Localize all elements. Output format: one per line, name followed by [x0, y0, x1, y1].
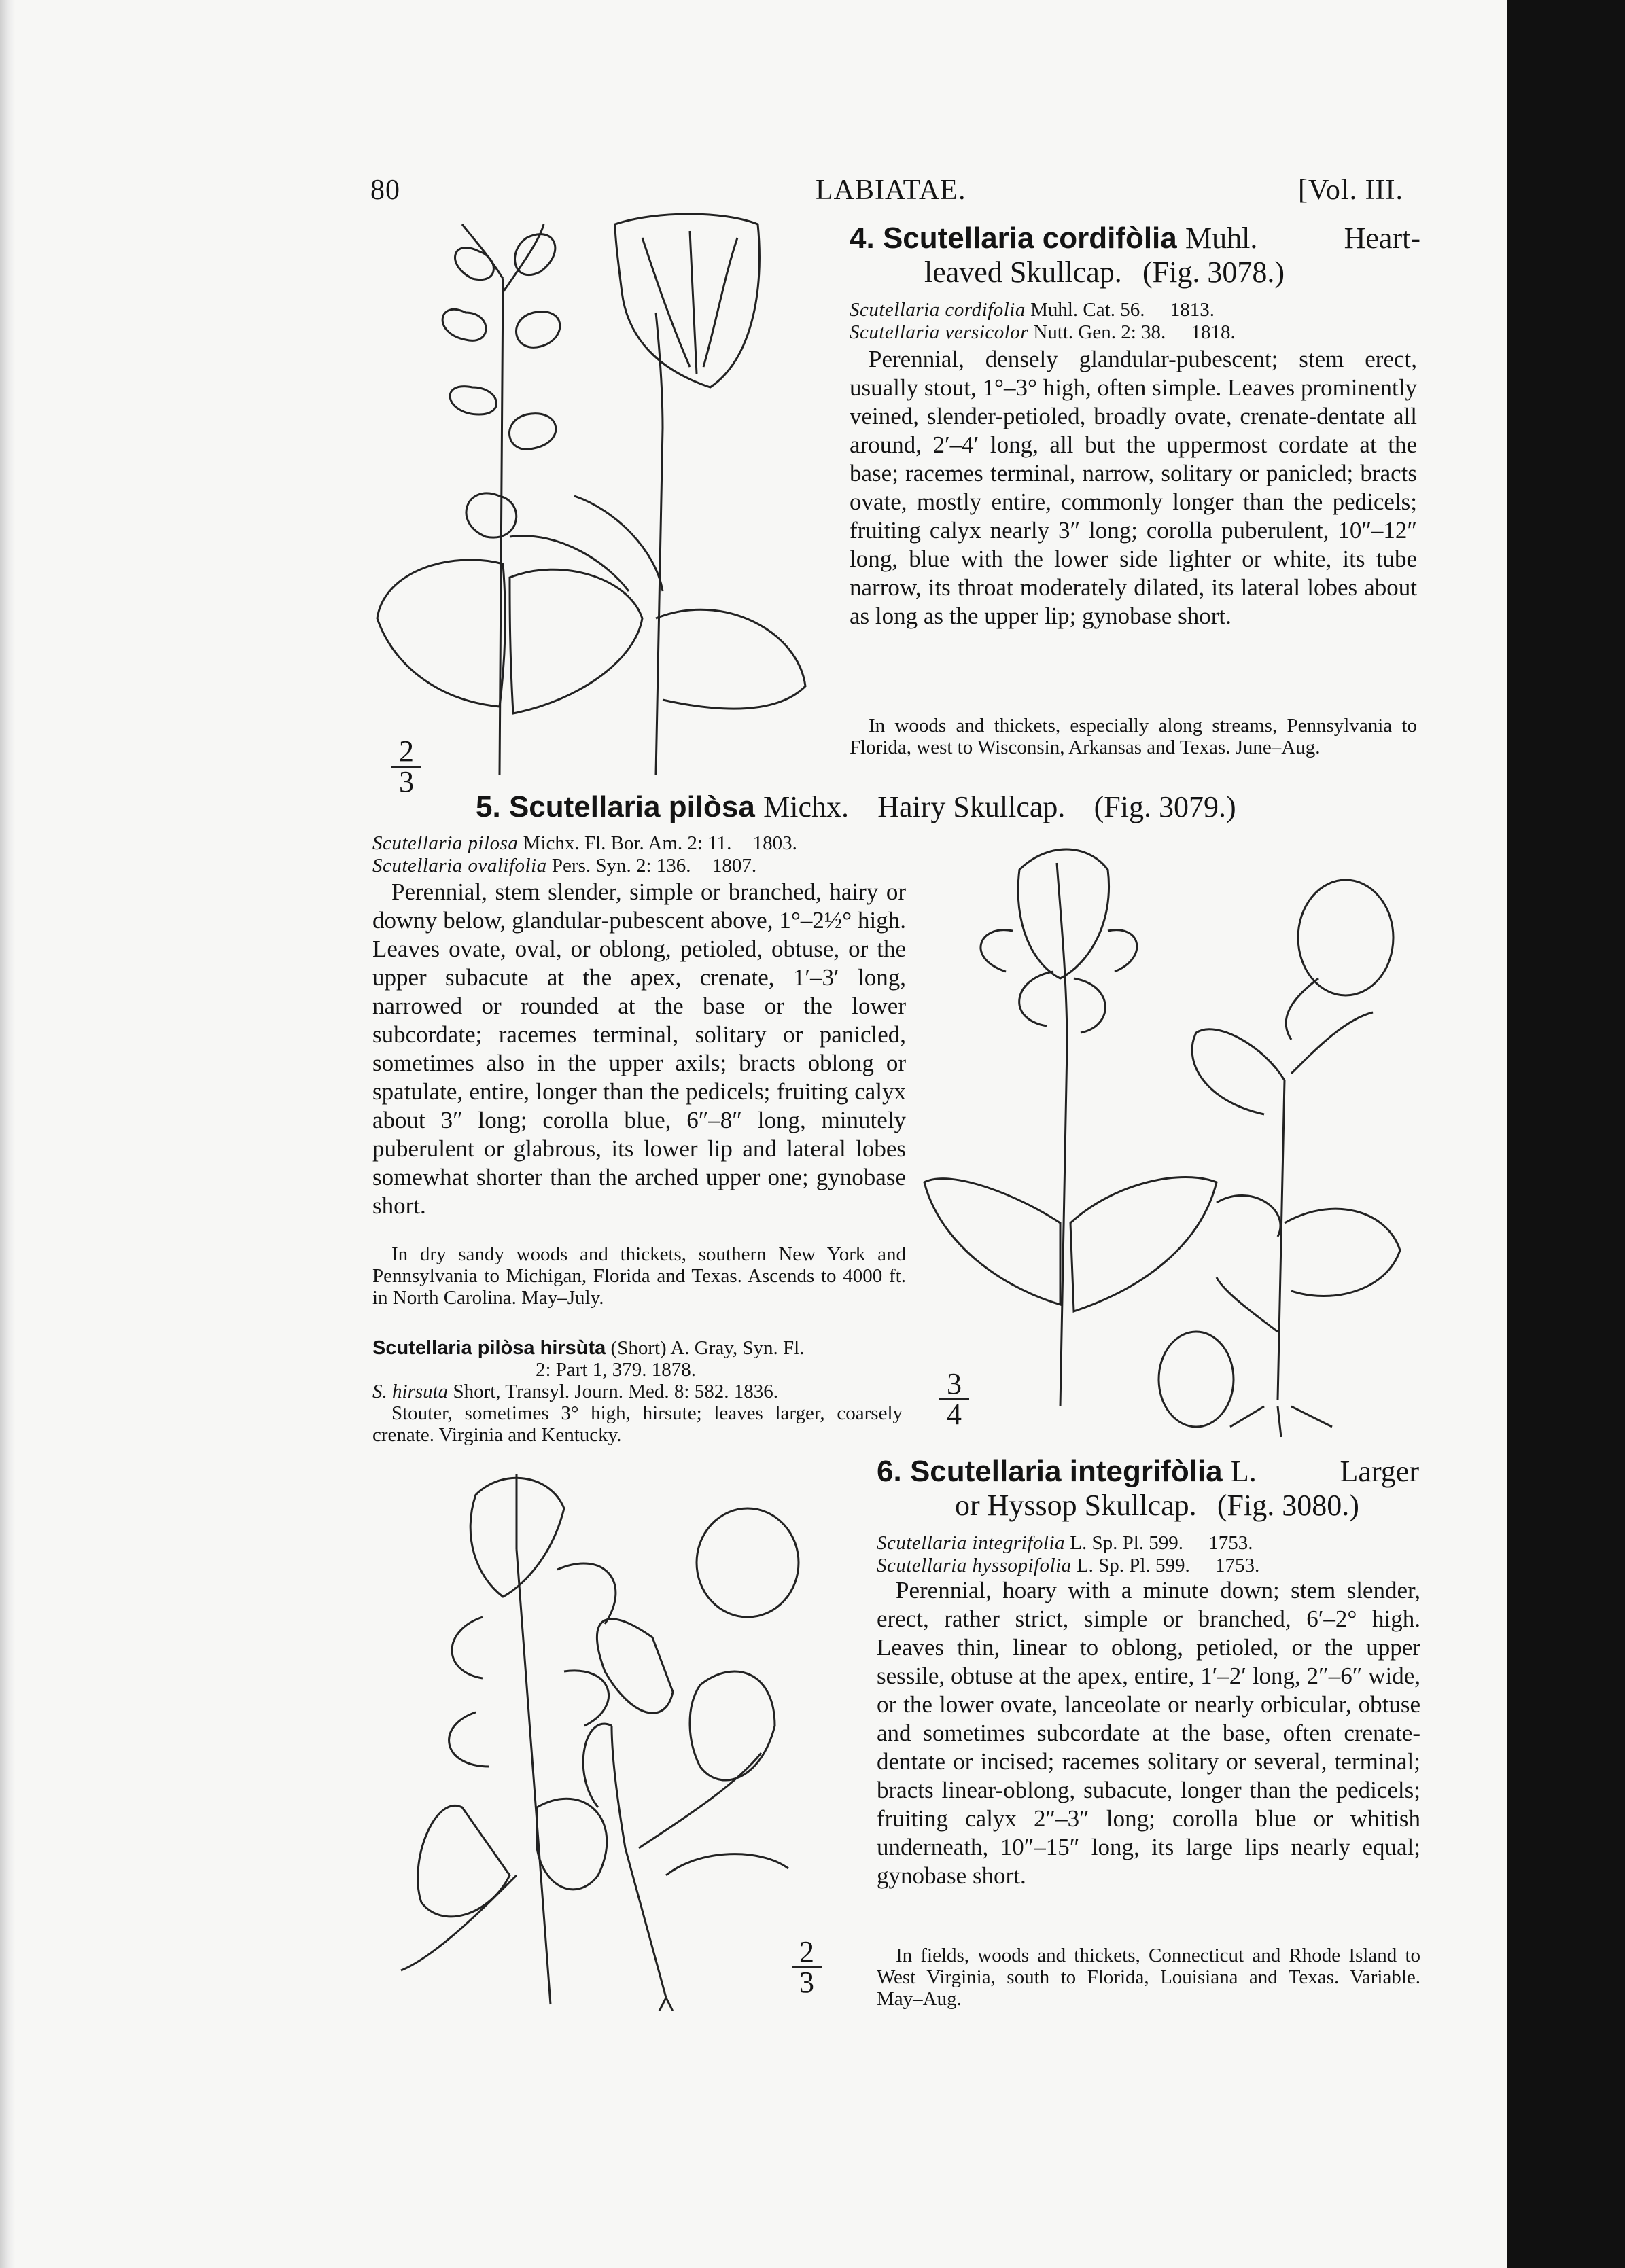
scale-denominator: 3 — [792, 1966, 822, 1997]
synonym-line: Scutellaria integrifolia L. Sp. Pl. 599. 1753. — [877, 1532, 1253, 1554]
volume-label: [Vol. III. — [1298, 175, 1404, 206]
species-5-synonyms — [372, 832, 916, 877]
running-head: LABIATAE. — [816, 175, 966, 206]
species-4-habitat: In woods and thickets, especially along streams, Pennsylvania to Florida, west to Wisconsin, Arkansas and Texas. June–Aug. — [850, 715, 1417, 758]
species-6-habitat: In fields, woods and thickets, Connecticut and Rhode Island to West Virginia, south to Florida, Louisiana and Texas. Variable. May–Aug. — [877, 1945, 1420, 2010]
scale-denominator: 4 — [939, 1398, 969, 1429]
species-6-description: Perennial, hoary with a minute down; stem slender, erect, rather strict, simple or branched, 6′–2° high. Leaves thin, linear to oblong, petioled, or the upper sessile, obtuse at the apex, entire, 1′–2′ long, 2″–6″ wide, or the lower ovate, lanceolate or nearly orbicular, obtuse and sometimes subcordate at the base, often crenate-dentate or incised; racemes solitary or several, terminal; bracts linear-oblong, subacute, longer than the pedicels; fruiting calyx 2″–3″ long; corolla blue or whitish underneath, 10″–15″ long, its large lips nearly equal; gynobase short. — [877, 1577, 1420, 1889]
figure-3079-scale — [939, 1367, 969, 1431]
scale-denominator: 3 — [391, 766, 421, 796]
figure-3079-illustration — [911, 843, 1420, 1440]
synonym-line: Scutellaria pilosa Michx. Fl. Bor. Am. 2: 11. 1803. — [372, 832, 797, 854]
species-6-title: 6. Scutellaria integrifòlia L. Larger — [877, 1455, 1419, 1488]
species-4-synonyms — [850, 299, 1407, 344]
scan-border — [1507, 0, 1625, 2268]
species-4-title: 4. Scutellaria cordifòlia Muhl. Heart- — [850, 222, 1420, 255]
species-6-synonyms — [877, 1532, 1420, 1577]
synonym-line: Scutellaria ovalifolia Pers. Syn. 2: 136. 1807. — [372, 855, 757, 876]
figure-3078-illustration — [370, 211, 839, 781]
scale-numerator: 2 — [399, 734, 414, 768]
species-5-title: 5. Scutellaria pilòsa Michx. Hairy Skullcap. (Fig. 3079.) — [476, 790, 1236, 823]
synonym-line: Scutellaria versicolor Nutt. Gen. 2: 38. 1818. — [850, 321, 1236, 343]
figure-3080-scale — [792, 1935, 822, 1999]
species-5-description: Perennial, stem slender, simple or branched, hairy or downy below, glandular-pubescent above, 1°–2½° high. Leaves ovate, oval, or oblong, petioled, obtuse, or the upper subacute at the apex, crenate, 1′–3′ long, narrowed or rounded at the base or the lower subcordate; racemes terminal, solitary or panicled, sometimes also in the upper axils; bracts oblong or spatulate, entire, longer than the pedicels; fruiting calyx about 3″ long; corolla blue, 6″–8″ long, minutely puberulent or glabrous, its lower lip and lateral lobes somewhat shorter than the arched upper one; gynobase short. — [372, 879, 906, 1219]
species-4-description: Perennial, densely glandular-pubescent; stem erect, usually stout, 1°–3° high, often simple. Leaves prominently veined, slender-petioled, broadly ovate, crenate-dentate all around, 2′–4′ long, all but the uppermost cordate at the base; racemes terminal, narrow, solitary or panicled; bracts ovate, mostly entire, commonly longer than the pedicels; fruiting calyx nearly 3″ long; corolla puberulent, 10″–12″ long, blue with the lower side lighter or white, its tube narrow, its throat moderately dilated, its lateral lobes about as long as the upper lip; gynobase short. — [850, 346, 1417, 629]
variety-description: Stouter, sometimes 3° high, hirsute; leaves larger, coarsely crenate. Virginia and Kentucky. — [372, 1402, 903, 1446]
scale-numerator: 2 — [799, 1935, 814, 1968]
figure-3080-illustration — [381, 1468, 870, 2011]
page-number: 80 — [370, 175, 400, 206]
page-gutter-shadow — [0, 0, 15, 2268]
figure-3078-scale — [391, 734, 421, 798]
variety-synonym: S. hirsuta Short, Transyl. Journ. Med. 8: 582. 1836. — [372, 1381, 778, 1402]
species-4-title-line2: leaved Skullcap. (Fig. 3078.) — [924, 255, 1285, 289]
synonym-line: Scutellaria hyssopifolia L. Sp. Pl. 599. 1753. — [877, 1555, 1260, 1576]
species-5-variety — [372, 1337, 916, 1446]
species-5-habitat: In dry sandy woods and thickets, southern New York and Pennsylvania to Michigan, Florida and Texas. Ascends to 4000 ft. in North Carolina. May–July. — [372, 1243, 906, 1309]
synonym-line: Scutellaria cordifolia Muhl. Cat. 56. 1813. — [850, 299, 1215, 321]
variety-line: Scutellaria pilòsa hirsùta (Short) A. Gray, Syn. Fl. — [372, 1337, 805, 1359]
species-6-title-line2: or Hyssop Skullcap. (Fig. 3080.) — [955, 1489, 1359, 1522]
scale-numerator: 3 — [947, 1367, 962, 1400]
variety-ref: 2: Part 1, 379. 1878. — [536, 1359, 697, 1381]
